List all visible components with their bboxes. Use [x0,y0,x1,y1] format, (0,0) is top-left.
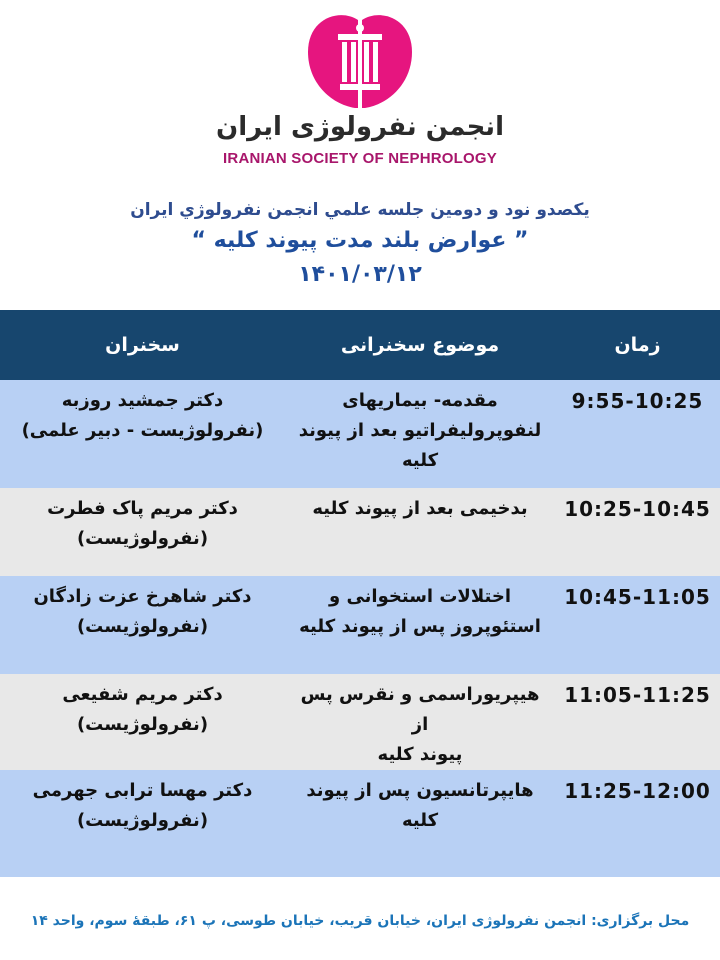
topic-line: لنفوپرولیفراتیو بعد از پیوند [298,420,542,441]
speaker-name: دکتر جمشید روزبه [61,390,224,411]
topic-line: بدخیمی بعد از پیوند کلیه [312,498,528,519]
table-header [0,310,720,380]
speaker-name: دکتر مریم پاک فطرت [47,498,238,519]
speaker-name: دکتر شاهرخ عزت زادگان [33,586,252,607]
topic-line: استئوپروز پس از پیوند کلیه [299,616,541,637]
row-speaker [0,770,285,877]
topic-line: هیپریوراسمی و نقرس پس از [300,684,540,735]
venue-footer: محل برگزاری: انجمن نفرولوژی ایران، خیابان قریب، خیابان طوسی، پ ۶۱، طبقهٔ سوم، واحد ۱۴ [30,913,690,929]
speaker-name: دکتر مریم شفیعی [62,684,223,705]
table-row [0,576,720,674]
row-topic [285,674,555,770]
header-topic: موضوع سخنرانی [340,334,500,356]
header-speakers: سخنران [105,334,180,356]
topic-line: کلیه [401,450,439,471]
row-time: 10:25-10:45 [564,497,711,521]
row-time: 11:25-12:00 [564,779,711,803]
speaker-name: دکتر مهسا ترابی جهرمی [32,780,253,801]
row-time: 10:45-11:05 [564,585,711,609]
kidney-logo-icon [300,12,420,112]
table-row [0,488,720,576]
speaker-role: (نفرولوژیست) [76,714,209,735]
schedule-table [0,310,720,877]
row-topic [285,380,555,488]
table-row [0,380,720,488]
speaker-role: (نفرولوژیست - دبیر علمی) [21,420,264,441]
row-speaker [0,674,285,770]
logo-text-en: IRANIAN SOCIETY OF NEPHROLOGY [223,150,497,167]
logo-text-fa: انجمن نفرولوژی ایران [216,112,504,142]
topic-line: مقدمه- بیماریهای [342,390,498,411]
logo [0,0,720,185]
row-speaker [0,380,285,488]
row-speaker [0,488,285,576]
row-topic [285,770,555,877]
row-time: 9:55-10:25 [571,389,704,413]
row-topic [285,488,555,576]
topic-line: کلیه [401,810,439,831]
speaker-role: (نفرولوژیست) [76,810,209,831]
header-time: زمان [614,334,661,356]
table-row [0,674,720,770]
row-time: 11:05-11:25 [564,683,711,707]
session-title: يكصدو نود و دومین جلسه علمي انجمن نفرولوژي ايران [130,200,590,220]
speaker-role: (نفرولوژیست) [76,528,209,549]
table-row [0,770,720,877]
row-speaker [0,576,285,674]
session-topic: ” عوارض بلند مدت پیوند کلیه “ [191,228,529,253]
topic-line: هایپرتانسیون پس از پیوند [306,780,534,801]
session-date: ۱۴۰۱/۰۳/۱۲ [298,262,422,287]
topic-line: پیوند کلیه [377,744,463,765]
row-topic [285,576,555,674]
speaker-role: (نفرولوژیست) [76,616,209,637]
topic-line: اختلالات استخوانی و [329,586,511,607]
